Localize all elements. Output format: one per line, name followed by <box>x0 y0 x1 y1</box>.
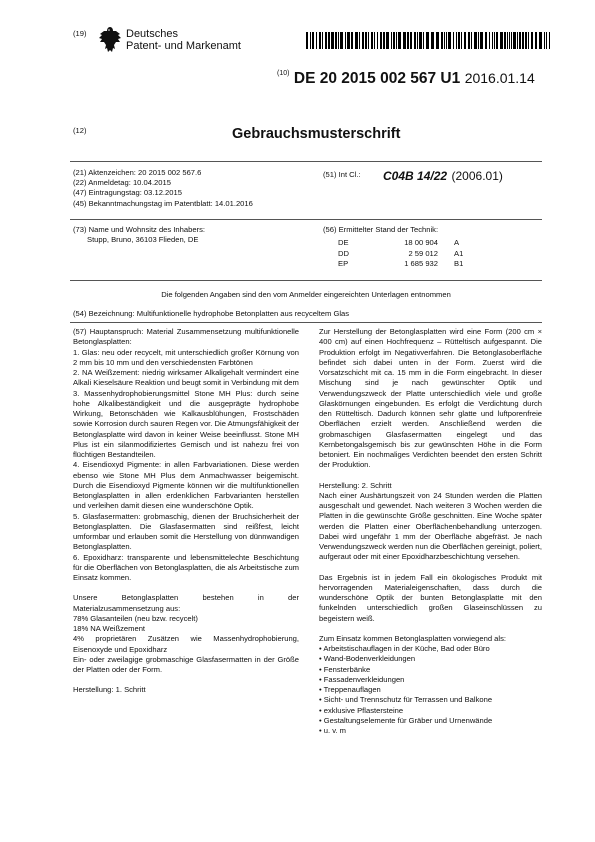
barcode-bar <box>461 32 462 49</box>
barcode-bar <box>325 32 327 49</box>
barcode-bar <box>391 32 392 49</box>
barcode-bar <box>478 32 479 49</box>
barcode-bar <box>464 32 466 49</box>
barcode-bar <box>310 32 311 49</box>
left-column <box>73 327 299 696</box>
list-item: • Arbeitstischauflagen in der Küche, Bad oder Büro <box>319 644 490 653</box>
prior-art-country: DE <box>338 238 349 247</box>
main-claim-heading: (57) Hauptanspruch: Material Zusammensetzung multifunktionelle Betonglasplatten: <box>73 327 299 347</box>
divider <box>70 322 542 323</box>
barcode-bar <box>362 32 364 49</box>
barcode-bar <box>494 32 495 49</box>
barcode-bar <box>492 32 493 49</box>
inid-12: (12) <box>73 126 87 135</box>
divider <box>70 219 542 220</box>
barcode-bar <box>519 32 521 49</box>
barcode-bar <box>496 32 498 49</box>
barcode-bar <box>380 32 382 49</box>
step-2-title: Herstellung: 2. Schritt <box>319 480 392 490</box>
barcode-bar <box>511 32 512 49</box>
barcode-bar <box>368 32 369 49</box>
barcode-bar <box>396 32 397 49</box>
list-item: • Treppenauflagen <box>319 685 381 694</box>
prior-art-row <box>338 249 463 260</box>
barcode-bar <box>446 32 447 49</box>
barcode-bar <box>398 32 401 49</box>
office-line-1: Deutsches <box>126 28 178 40</box>
intcl-label: (51) Int Cl.: <box>323 170 361 179</box>
barcode-bar <box>456 32 457 49</box>
barcode-bar <box>403 32 406 49</box>
prior-art-kind: A1 <box>454 248 464 258</box>
office-line-2: Patent- und Markenamt <box>126 40 241 52</box>
composition-item: 18% NA Weißzement <box>73 624 146 633</box>
barcode-bar <box>500 32 503 49</box>
prior-art-number: 2 59 012 <box>408 248 438 258</box>
prior-art-number: 1 685 932 <box>404 259 438 268</box>
owner-value: Stupp, Bruno, 36103 Flieden, DE <box>87 235 199 245</box>
barcode-bar <box>386 32 389 49</box>
barcode-bar <box>426 32 429 49</box>
prior-art-row <box>338 259 463 270</box>
federal-eagle-icon <box>98 25 122 55</box>
list-item: • Wand-Bodenverkleidungen <box>319 654 416 664</box>
intcl-version: (2006.01) <box>451 169 503 183</box>
barcode-bar <box>531 32 533 49</box>
barcode-bar <box>374 32 375 49</box>
barcode-bar <box>423 32 424 49</box>
list-item: • Gestaltungselemente für Gräber und Urnenwände <box>319 715 493 725</box>
barcode-bar <box>517 32 518 49</box>
barcode-bar <box>410 32 412 49</box>
barcode-icon <box>306 32 550 49</box>
barcode-bar <box>331 32 334 49</box>
composition-intro: Unsere Betonglasplatten bestehen in der Materialzusammensetzung aus: <box>73 593 299 613</box>
owner <box>73 225 205 245</box>
claim-item: 1. Glas: neu oder recycelt, mit unterschiedlich großer Körnung von 2 mm bis 10 mm und den verschiedensten Farbtönen <box>73 347 299 367</box>
result-description: Das Ergebnis ist in jedem Fall ein ökologisches Produkt mit hervorragenden Materialeigenschaften, dass durch die wunderschöne Optik der bunten Betonglasplatte mit den funkelnden unterschiedlich großen Glaseinschlüssen zu begeistern weiß. <box>319 572 542 623</box>
barcode-bar <box>371 32 373 49</box>
barcode-bar <box>504 32 506 49</box>
intcl-code: C04B 14/22 <box>383 169 448 183</box>
uses-list <box>319 644 542 736</box>
barcode-bar <box>468 32 470 49</box>
barcode-bar <box>393 32 395 49</box>
publication-announcement-date: (45) Bekanntmachungstag im Patentblatt: 14.01.2016 <box>73 198 253 208</box>
step-1-description: Zur Herstellung der Betonglasplatten wird eine Form (200 cm × 400 cm) auf einen Hochfrequenz – Rütteltisch aufgespannt. Die Produktion erfolgt im Negativverfahren. Die Betonglasoberfläche befindet sich dabei unten in der Form. Zuerst wird die Vorsatzschicht mit ca. 15 mm in die Form eingebracht. In dieser Mischung sind je nach gewünschter Optik und Verwendungszweck der Platte unterschiedlich viele und große Glaskörnungen eingebunden. Es erfolgt die Verdichtung durch den Rütteltisch. Dadurch können sehr glatte und luftporenfreie Oberflächen erzielt werden. Anschließend werden die grobmaschigen Glasfasermatten eingelegt und das Kernbetongalsgemisch bis zur gewünschten Höhe in die Form betoniert. Ein nochmaliges Verdichten beendet den ersten Schritt der Produktion. <box>319 327 542 470</box>
barcode-bar <box>351 32 353 49</box>
barcode-bar <box>365 32 367 49</box>
barcode-bar <box>448 32 451 49</box>
prior-art-row <box>338 238 463 249</box>
barcode-bar <box>340 32 343 49</box>
prior-art-number: 18 00 904 <box>404 238 438 247</box>
step-1-title: Herstellung: 1. Schritt <box>73 685 146 695</box>
barcode-bar <box>489 32 490 49</box>
owner-label: (73) Name und Wohnsitz des Inhabers: <box>73 225 205 234</box>
barcode-bar <box>535 32 537 49</box>
list-item: • Sicht- und Trennschutz für Terrassen und Balkone <box>319 695 493 705</box>
barcode-bar <box>522 32 524 49</box>
barcode-bar <box>414 32 416 49</box>
claim-item: 4. Eisendioxyd Pigmente: in allen Farbvariationen. Diese werden ebenso wie Stone MH Plus dem Anmachwasser beigemischt. Durch die Eisendioxyd Pigmente können wir die multifunktionellen Betonglasplatten in allen erdenklichen Farbvarianten herstellen und verleihen damit diesen eine wunderschöne Optik. <box>73 460 299 511</box>
barcode-bar <box>407 32 409 49</box>
barcode-bar <box>345 32 346 49</box>
inid-10: (10) <box>277 70 290 77</box>
barcode-bar <box>471 32 472 49</box>
composition-item: Ein- oder zweilagige grobmaschige Glasfasermatten in der Größe der Platten oder der Form. <box>73 654 299 674</box>
claim-item: 5. Glasfasermatten: grobmaschig, dienen der Bruchsicherheit der Betonglasplatten. Die Glasfasermatten sind reißfest, leicht umformbar und erlauben somit die Herstellung von dünnwandigen Betonglasplatten. <box>73 511 299 552</box>
barcode-bar <box>474 32 477 49</box>
prior-art-kind: A <box>454 238 460 247</box>
barcode-bar <box>507 32 508 49</box>
divider <box>70 280 542 281</box>
title-line: (54) Bezeichnung: Multifunktionelle hydrophobe Betonplatten aus recyceltem Glas <box>73 309 350 318</box>
barcode-bar <box>312 32 314 49</box>
barcode-bar <box>335 32 337 49</box>
barcode-bar <box>347 32 350 49</box>
filing-date: (22) Anmeldetag: 10.04.2015 <box>73 178 171 188</box>
barcode-bar <box>328 32 330 49</box>
barcode-bar <box>549 32 550 49</box>
claim-item: 3. Massenhydrophobierungsmittel Stone MH Plus: durch seine hohe Alkalibeständigkeit und die ausgeprägte hydrophobe Wirkung, Betonschäden wie Kalkausblühungen, Frostschäden sowie Korrosion durch sauren Regen vor. Die Atmungsfähigkeit der Betonglasplatte wird davon in keiner Weise beeinflusst. Stone MH Plus ist ein silanmodifiziertes Gemisch und ist nahezu frei von flüchtigen Bestandteilen. <box>73 388 299 459</box>
divider <box>70 161 542 162</box>
barcode-bar <box>480 32 483 49</box>
prior-art-kind: B1 <box>454 259 464 268</box>
barcode-bar <box>453 32 454 49</box>
registration-date: (47) Eintragungstag: 03.12.2015 <box>73 188 182 198</box>
barcode-bar <box>383 32 385 49</box>
intcl <box>383 167 503 185</box>
publication-date: 2016.01.14 <box>464 70 535 86</box>
prior-art-table <box>338 238 463 270</box>
prior-art-country: DD <box>338 248 349 258</box>
barcode-bar <box>436 32 439 49</box>
list-item: • Fensterbänke <box>319 664 371 674</box>
barcode-bar <box>509 32 510 49</box>
barcode-bar <box>431 32 434 49</box>
barcode-bar <box>417 32 418 49</box>
barcode-bar <box>419 32 422 49</box>
barcode-bar <box>319 32 321 49</box>
barcode-bar <box>338 32 339 49</box>
prior-art-label: (56) Ermittelter Stand der Technik: <box>323 225 439 234</box>
application-number: (21) Aktenzeichen: 20 2015 002 567.6 <box>73 168 202 177</box>
barcode-bar <box>546 32 547 49</box>
publication-number: DE 20 2015 002 567 U1 <box>293 70 461 87</box>
barcode-bar <box>539 32 542 49</box>
step-2-description: Nach einer Aushärtungszeit von 24 Stunden werden die Platten ausgeschalt und gewendet. Nach weiteren 3 Wochen werden die Platten in die gewünschte Größe geschnitten. Eine Woche später werden die Platten einer Oberflächenbehandlung unterzogen. Dabei wird ungefähr 1 mm der Oberfläche abgefräst. Je nach Verwendungszweck werden nun die Oberflächen gereinigt, poliert, aufgeraut oder mit einer Epoxidharzbeschichtung versehen. <box>319 490 542 562</box>
barcode-bar <box>355 32 358 49</box>
barcode-bar <box>544 32 545 49</box>
barcode-bar <box>528 32 529 49</box>
composition-item: 78% Glasanteilen (neu bzw. recycelt) <box>73 613 198 623</box>
list-item: • exklusive Pflastersteine <box>319 705 404 715</box>
uses-intro: Zum Einsatz kommen Betonglasplatten vorwiegend als: <box>319 633 506 643</box>
barcode-bar <box>444 32 445 49</box>
barcode-bar <box>359 32 360 49</box>
barcode-bar <box>485 32 487 49</box>
barcode-bar <box>525 32 527 49</box>
document-type: Gebrauchsmusterschrift <box>232 126 401 142</box>
list-item: • Fassadenverkleidungen <box>319 674 405 684</box>
barcode-bar <box>316 32 317 49</box>
prior-art-country: EP <box>338 259 349 268</box>
publication-number-line <box>277 70 535 88</box>
barcode-bar <box>322 32 323 49</box>
claim-item: 2. NA Weißzement: niedrig wirksamer Alkaligehalt vermindert eine Alkali Kieselsäure Reaktion und beugt somit in Verbindung mit dem <box>73 368 299 388</box>
inid-19: (19) <box>73 29 87 38</box>
barcode-bar <box>513 32 516 49</box>
composition-item: 4% proprietären Zusätzen wie Massenhydrophobierung, Eisenoxyde und Epoxidharz <box>73 634 299 654</box>
barcode-bar <box>441 32 443 49</box>
barcode-bar <box>458 32 460 49</box>
biblio-left <box>73 168 253 209</box>
list-item: • u. v. m <box>319 726 346 735</box>
applicant-notice: Die folgenden Angaben sind den vom Anmelder eingereichten Unterlagen entnommen <box>161 290 451 299</box>
right-column <box>319 327 542 736</box>
claim-item: 6. Epoxidharz: transparente und lebensmittelechte Beschichtung für die Oberflächen von Betonglasplatten, die als Arbeitstische zum Einsatz kommen. <box>73 552 299 582</box>
barcode-bar <box>306 32 308 49</box>
office-name <box>126 28 241 52</box>
barcode-bar <box>377 32 378 49</box>
